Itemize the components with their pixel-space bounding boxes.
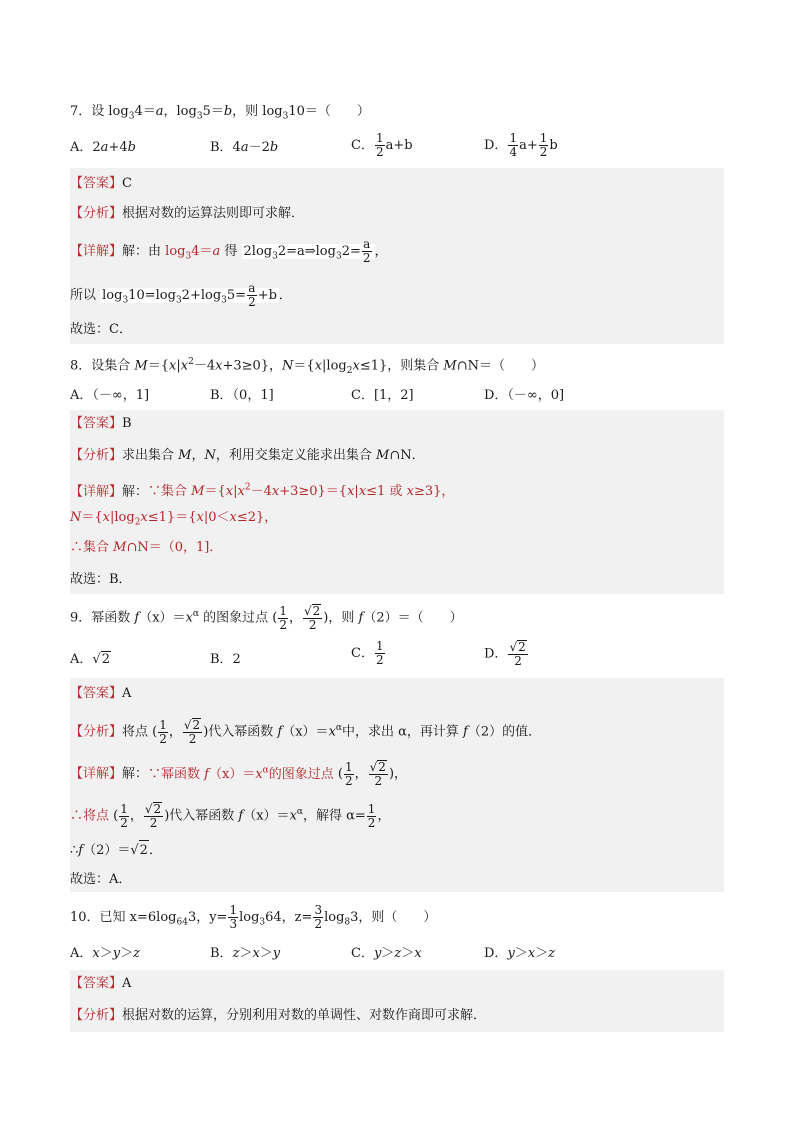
q7-stem: 7．设 $\log_34=a$，$\log_35=b$，则 $\log_310=$（ ） (70, 104, 370, 122)
q8-option-d: D．（－∞，0] (484, 388, 565, 403)
q8-detail-line-2: $N=\{x|\log_2x\le 1\}=\{x|0<x\le 2\}$， (70, 510, 278, 528)
q8-analysis-row: 【分析】求出集合 M，N，利用交集定义能求出集合 M∩N． (70, 448, 425, 463)
q9-analysis-row: 【分析】将点 ( $\frac{1}{2}$ ， $\frac{√2}{2}$ )代入幂函数 $f(x)=x^\alpha$中，求出 α，再计算 f（2）的值． (70, 717, 542, 746)
q10-analysis-label: 【分析】 (70, 1008, 123, 1023)
q9-choice: 故选：A． (70, 872, 132, 887)
q10-analysis-row (70, 1006, 486, 1026)
q8-answer-row (70, 414, 132, 434)
q7-option-a: A．2a+4b (70, 140, 136, 155)
q9-analysis-label: 【分析】 (70, 724, 123, 740)
q7-answer-label: 【答案】 (70, 176, 123, 191)
q10-option-d: D．y＞x＞z (484, 946, 556, 961)
q9-detail-line-3: ∴f（2）＝√2． (70, 840, 162, 861)
q8-option-b: B．（0，1] (210, 388, 274, 403)
q7-detail-line-1: 【详解】解：由 $\log_34=a$ 得 $2\log_32=a\Rightarrow\log_32=$ $\frac{a}{2}$ ， (70, 237, 388, 265)
q8-choice: 故选：B． (70, 572, 132, 587)
q9-option-b: B．2 (210, 652, 241, 667)
q7-detail-label: 【详解】 (70, 244, 123, 259)
q9-answer-label: 【答案】 (70, 686, 123, 701)
q9-option-a: A．√2 (70, 652, 110, 667)
q8-detail-line-3: ∴集合 M∩N＝（0，1]． (70, 540, 223, 555)
q7-analysis-text: 根据对数的运算法则即可求解． (122, 206, 305, 221)
q7-option-d: D． $\frac{1}{4}$ a+ $\frac{1}{2}$ b (484, 131, 558, 159)
q9-detail-label: 【详解】 (70, 766, 123, 782)
q8-answer-label: 【答案】 (70, 416, 123, 431)
q7-choice: 故选：C． (70, 322, 132, 337)
q8-option-a: A．（－∞，1] (70, 388, 150, 403)
q7-option-b: B．4a－2b (210, 140, 279, 155)
q7-analysis-label: 【分析】 (70, 206, 123, 221)
q8-answer-value: B (122, 416, 132, 431)
q9-option-c: C． $\frac{1}{2}$ (351, 639, 384, 667)
q8-option-c: C．[1，2] (351, 388, 414, 403)
q9-detail-line-2: ∴将点 ( $\frac{1}{2}$ ， $\frac{√2}{2}$ )代入幂函数 $f(x)=x^\alpha$，解得 α= $\frac{1}{2}$ ， (70, 801, 391, 830)
q10-option-c: C．y＞z＞x (351, 946, 422, 961)
q10-option-b: B．z＞x＞y (210, 946, 281, 961)
q8-detail-line-1: 【详解】解：∵集合 $M=\{x|x^2-4x+3\ge 0\}=\{x|x\le 1$ 或 x≥3}， (70, 483, 455, 500)
q7-answer-value: C (122, 176, 132, 191)
q7-detail-line-2: 所以 $\log_310=\log_32+\log_35=$ $\frac{a}{2}$ +b ． (70, 281, 292, 309)
q10-answer-value: A (122, 976, 132, 991)
q10-stem: 10．已知 $x=6\log_{64}3$，y= $\frac{1}{3}$ $\log_364$，z= $\frac{3}{2}$ $\log_83$，则（ ） (70, 903, 437, 931)
q9-stem: 9．幂函数 $f(x)=x^\alpha$ 的图象过点 ( $\frac{1}{2}$ ， $\frac{√2}{2}$ )，则 f（2）＝（ ） (70, 603, 463, 632)
q9-detail-line-1: 【详解】解：∵幂函数 $f(x)=x^\alpha$的图象过点 ( $\frac{1}{2}$ ， $\frac{√2}{2}$ )， (70, 759, 408, 788)
q8-analysis-label: 【分析】 (70, 448, 123, 463)
q10-option-a: A．x＞y＞z (70, 946, 140, 961)
q9-answer-value: A (122, 686, 132, 701)
q10-answer-label: 【答案】 (70, 976, 123, 991)
q7-analysis-row (70, 204, 304, 224)
q7-answer-row (70, 174, 132, 194)
q8-stem: 8．设集合 $M=\{x|x^2-4x+3\ge 0\}$，$N=\{x|\log_2x\le 1\}$，则集合 M∩N＝（ ） (70, 357, 544, 376)
q10-answer-row (70, 974, 131, 994)
q10-analysis-text: 根据对数的运算，分别利用对数的单调性、对数作商即可求解． (122, 1008, 487, 1023)
q7-option-c: C． $\frac{1}{2}$ a+b (351, 131, 413, 159)
q9-answer-row (70, 684, 131, 704)
q8-detail-label: 【详解】 (70, 484, 123, 500)
q9-option-d: D． $\frac{√2}{2}$ (484, 640, 526, 668)
